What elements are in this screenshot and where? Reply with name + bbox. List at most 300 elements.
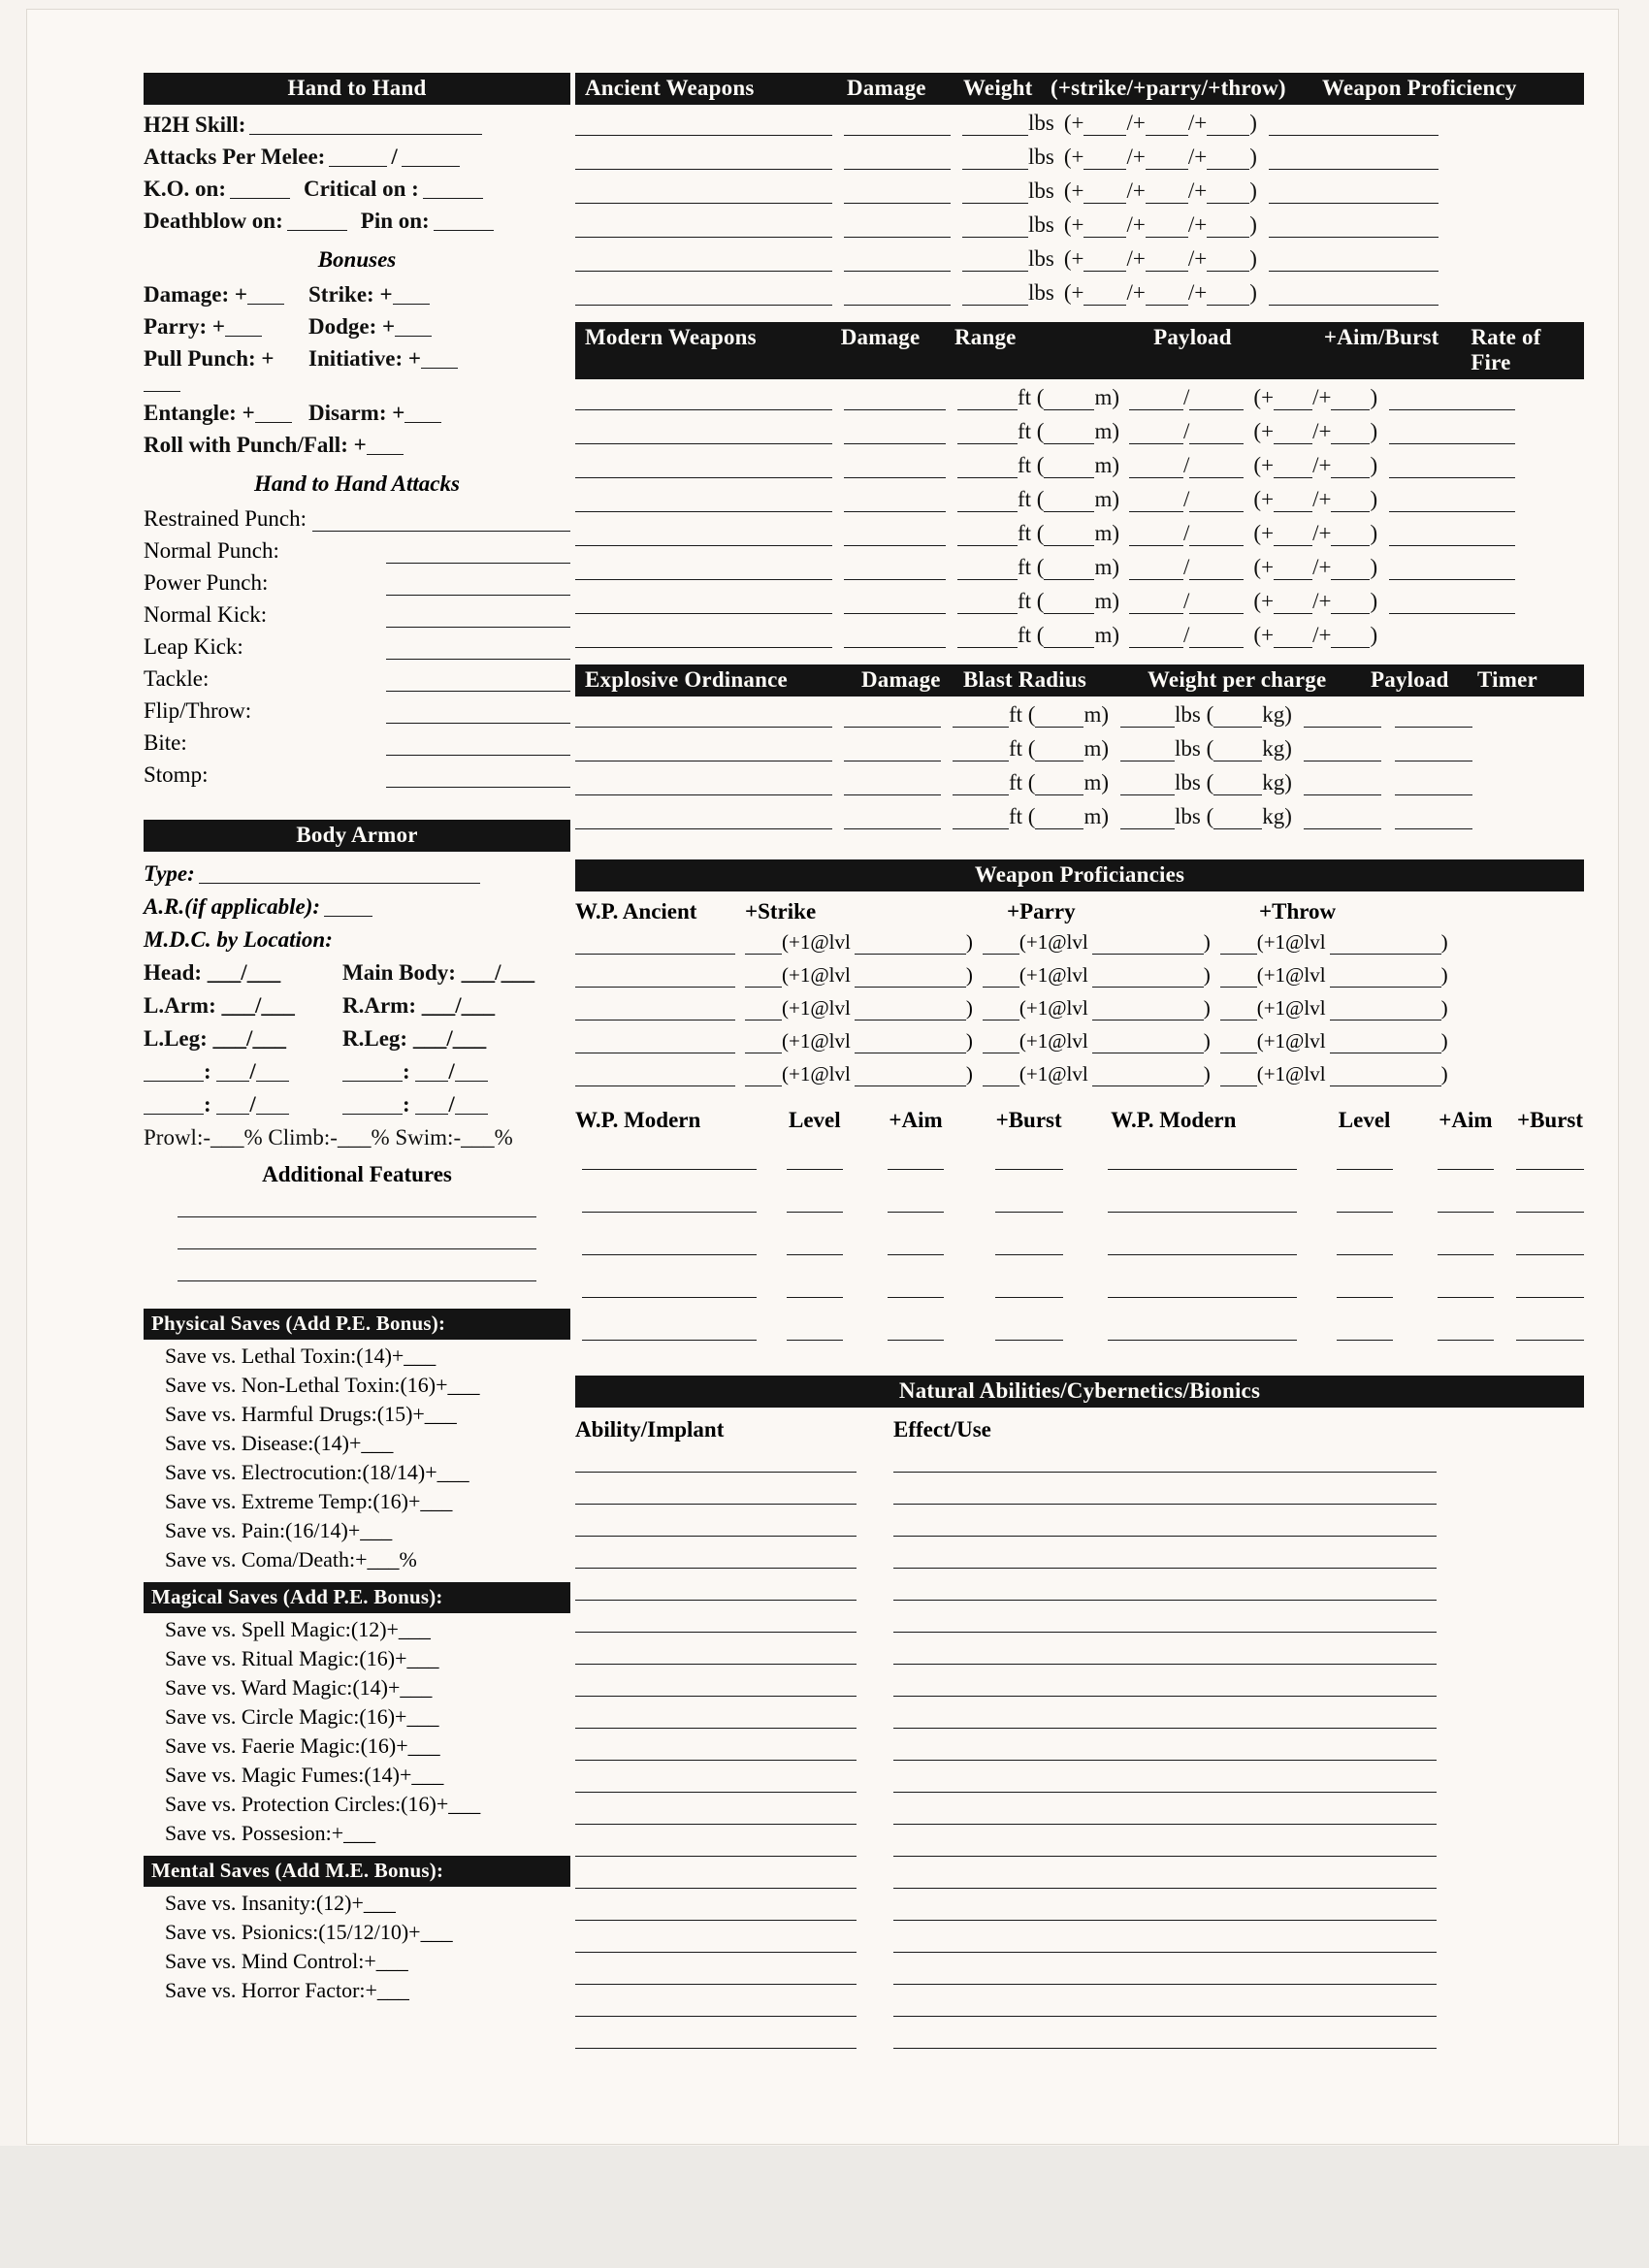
unit-ft: ft (	[1018, 385, 1045, 409]
col-aim-burst: +Aim/Burst	[1323, 325, 1439, 349]
bonus-label: Pull Punch: +	[144, 346, 275, 371]
save-item[interactable]: Save vs. Faerie Magic:(16)+___	[165, 1733, 440, 1758]
unit-kg: kg)	[1262, 804, 1292, 828]
ability-blank[interactable]	[575, 1452, 857, 1473]
col-damage: Damage	[861, 667, 941, 692]
col-wp-modern-2: W.P. Modern	[1111, 1108, 1237, 1132]
explosive-row[interactable]	[575, 770, 1584, 795]
bonus-row	[144, 346, 570, 394]
lvl-text: (+1@lvl	[782, 930, 851, 954]
unit-ft: ft (	[1018, 453, 1045, 477]
effect-blank[interactable]	[893, 2028, 1437, 2049]
explosive-row[interactable]	[575, 804, 1584, 829]
ability-blank[interactable]	[575, 1836, 857, 1857]
unit-ft: ft (	[1018, 419, 1045, 443]
field-blank[interactable]	[402, 146, 460, 167]
save-item[interactable]: Save vs. Electrocution:(18/14)+___	[165, 1460, 469, 1484]
bonus-label: Strike: +	[308, 282, 393, 307]
bonus-blank[interactable]	[395, 316, 432, 337]
attack-row[interactable]	[144, 538, 570, 564]
wp-modern-row[interactable]	[575, 1306, 1584, 1348]
attack-label: Power Punch:	[144, 570, 269, 595]
unit-lbs: lbs	[1028, 212, 1054, 237]
bonus-entangle[interactable]	[144, 401, 308, 426]
ability-blank[interactable]	[575, 1900, 857, 1921]
mdc-left-leg: L.Leg: ___/___	[144, 1026, 286, 1051]
wp-ancient-row[interactable]: (+1@lvl ) (+1@lvl ) (+1@lvl )	[575, 996, 1584, 1021]
effect-blank[interactable]	[893, 1836, 1437, 1857]
attack-row[interactable]	[144, 634, 570, 660]
save-item[interactable]: Save vs. Mind Control:+___	[165, 1949, 408, 1973]
ability-blank[interactable]	[575, 1580, 857, 1601]
natural-ability-row[interactable]	[575, 1772, 1584, 1793]
ability-blank[interactable]	[575, 1484, 857, 1505]
unit-m: m)	[1094, 453, 1120, 477]
unit-ft: ft (	[1018, 487, 1045, 511]
bonus-label: Dodge: +	[308, 314, 396, 339]
effect-blank[interactable]	[893, 1804, 1437, 1825]
attack-row[interactable]	[144, 698, 570, 724]
save-item[interactable]: Save vs. Ward Magic:(14)+___	[165, 1675, 433, 1700]
armor-penalties[interactable]: Prowl:-___% Climb:-___% Swim:-___%	[144, 1125, 513, 1150]
lvl-text: (+1@lvl	[1018, 1062, 1088, 1085]
ancient-weapon-row[interactable]: lbs (+ /+ /+ )	[575, 178, 1584, 204]
additional-feature-blank[interactable]	[178, 1259, 536, 1281]
mdc-blank-b[interactable]	[455, 1094, 488, 1115]
effect-blank[interactable]	[893, 1740, 1437, 1761]
bonus-blank[interactable]	[367, 435, 404, 455]
ancient-weapon-row[interactable]: lbs (+ /+ /+ )	[575, 145, 1584, 170]
explosive-row[interactable]	[575, 736, 1584, 761]
mdc-blank-name[interactable]	[144, 1061, 204, 1082]
mdc-blank-b[interactable]	[256, 1061, 289, 1082]
effect-blank[interactable]	[893, 1484, 1437, 1505]
field-label: M.D.C. by Location:	[144, 927, 333, 952]
bonus-blank[interactable]	[144, 372, 180, 392]
attack-blank[interactable]	[386, 767, 570, 788]
natural-ability-row[interactable]	[575, 1804, 1584, 1825]
attack-row[interactable]	[144, 762, 570, 788]
col-payload: Payload	[1371, 667, 1449, 692]
lvl-text: (+1@lvl	[1018, 996, 1088, 1020]
effect-blank[interactable]	[893, 1996, 1437, 2017]
field-label: Attacks Per Melee:	[144, 145, 326, 169]
mdc-blank-row[interactable]: : / : /	[144, 1092, 570, 1118]
mdc-blank-name[interactable]	[342, 1061, 403, 1082]
save-item[interactable]: Save vs. Ritual Magic:(16)+___	[165, 1646, 439, 1670]
natural-ability-row[interactable]	[575, 1548, 1584, 1569]
unit-lbs: lbs	[1028, 280, 1054, 305]
unit-lbs: lbs	[1028, 246, 1054, 271]
ability-blank[interactable]	[575, 1804, 857, 1825]
wp-ancient-row[interactable]: (+1@lvl ) (+1@lvl ) (+1@lvl )	[575, 930, 1584, 955]
bonus-parry[interactable]	[144, 314, 308, 340]
save-item[interactable]: Save vs. Non-Lethal Toxin:(16)+___	[165, 1373, 480, 1397]
col-effect-use: Effect/Use	[893, 1417, 991, 1442]
effect-blank[interactable]	[893, 1580, 1437, 1601]
unit-lbs: lbs	[1028, 178, 1054, 203]
modern-weapon-row[interactable]: ft ( m) / (+ /+ )	[575, 419, 1584, 444]
save-item[interactable]: Save vs. Insanity:(12)+___	[165, 1891, 396, 1915]
field-blank[interactable]	[329, 146, 387, 167]
header-title: Ancient Weapons	[585, 76, 755, 100]
section-header-physical-saves: Physical Saves (Add P.E. Bonus):	[144, 1309, 570, 1340]
wp-ancient-block	[575, 899, 1584, 1086]
field-h2h-skill[interactable]	[144, 113, 570, 138]
unit-lbs: lbs	[1028, 145, 1054, 169]
bonus-initiative[interactable]	[308, 346, 541, 394]
effect-blank[interactable]	[893, 1868, 1437, 1889]
field-blank[interactable]	[287, 211, 347, 231]
field-label: H2H Skill:	[144, 113, 246, 137]
bonus-label: Damage: +	[144, 282, 247, 307]
section-header-mental-saves: Mental Saves (Add M.E. Bonus):	[144, 1856, 570, 1887]
save-item[interactable]: Save vs. Pain:(16/14)+___	[165, 1518, 393, 1542]
save-item[interactable]: Save vs. Possesion:+___	[165, 1821, 376, 1845]
mdc-blank-b[interactable]	[256, 1094, 289, 1115]
field-deathblow-pin[interactable]	[144, 209, 570, 234]
mdc-blank-b[interactable]	[455, 1061, 488, 1082]
effect-blank[interactable]	[893, 1772, 1437, 1793]
unit-ft: ft (	[1018, 555, 1045, 579]
wp-modern-row[interactable]	[575, 1135, 1584, 1178]
bonus-label: Roll with Punch/Fall: +	[144, 433, 367, 457]
col-strike-parry-throw: (+strike/+parry/+throw)	[1051, 76, 1286, 100]
mdc-row[interactable]	[144, 960, 570, 986]
mdc-blank-a[interactable]	[216, 1094, 249, 1115]
attack-blank[interactable]	[312, 511, 570, 532]
field-ko-critical[interactable]	[144, 177, 570, 202]
unit-ft: ft (	[1009, 702, 1036, 727]
bonus-disarm[interactable]	[308, 401, 541, 426]
wp-modern-row[interactable]	[575, 1178, 1584, 1220]
attack-label: Normal Kick:	[144, 602, 268, 627]
bonus-strike[interactable]	[308, 282, 541, 308]
save-item[interactable]: Save vs. Protection Circles:(16)+___	[165, 1792, 481, 1816]
additional-feature-blank[interactable]	[178, 1195, 536, 1217]
left-column	[144, 73, 570, 2007]
mdc-blank-a[interactable]	[216, 1061, 249, 1082]
natural-ability-row[interactable]	[575, 1868, 1584, 1889]
field-label: K.O. on:	[144, 177, 226, 201]
save-item[interactable]: Save vs. Magic Fumes:(14)+___	[165, 1763, 444, 1787]
field-label: A.R.(if applicable):	[144, 894, 321, 919]
col-level-2: Level	[1338, 1108, 1391, 1132]
natural-ability-row[interactable]	[575, 1516, 1584, 1537]
ancient-weapon-row[interactable]: lbs (+ /+ /+ )	[575, 111, 1584, 136]
natural-ability-row[interactable]	[575, 1676, 1584, 1697]
wp-ancient-row[interactable]: (+1@lvl ) (+1@lvl ) (+1@lvl )	[575, 963, 1584, 988]
mdc-right-leg: R.Leg: ___/___	[342, 1026, 487, 1051]
save-item[interactable]: Save vs. Coma/Death:+___%	[165, 1547, 417, 1571]
save-item[interactable]: Save vs. Disease:(14)+___	[165, 1431, 394, 1455]
natural-ability-row[interactable]	[575, 2028, 1584, 2049]
save-item[interactable]: Save vs. Circle Magic:(16)+___	[165, 1704, 439, 1729]
field-blank[interactable]	[230, 178, 290, 199]
attack-row[interactable]	[144, 666, 570, 692]
bonus-dodge[interactable]	[308, 314, 541, 340]
field-blank[interactable]	[324, 896, 372, 917]
header-title: Modern Weapons	[585, 325, 757, 349]
ancient-weapons-rows	[575, 111, 1584, 306]
attack-blank[interactable]	[386, 671, 570, 692]
ability-blank[interactable]	[575, 1516, 857, 1537]
mdc-blank-row[interactable]: : / : /	[144, 1059, 570, 1085]
col-rate-of-fire: Rate of Fire	[1471, 325, 1541, 374]
col-burst-1: +Burst	[995, 1108, 1062, 1132]
natural-ability-row[interactable]	[575, 1932, 1584, 1953]
attack-blank[interactable]	[386, 543, 570, 564]
attack-row[interactable]	[144, 506, 570, 532]
unit-m: m)	[1094, 419, 1120, 443]
wp-modern-row[interactable]	[575, 1263, 1584, 1306]
wp-modern-block	[575, 1108, 1584, 1348]
attack-label: Restrained Punch:	[144, 506, 307, 531]
attack-blank[interactable]	[386, 703, 570, 724]
col-level-1: Level	[789, 1108, 841, 1132]
attack-blank[interactable]	[386, 607, 570, 628]
attack-row[interactable]	[144, 570, 570, 596]
bonus-label: Entangle: +	[144, 401, 255, 425]
natural-ability-row[interactable]	[575, 1740, 1584, 1761]
ability-blank[interactable]	[575, 1644, 857, 1665]
effect-blank[interactable]	[893, 1932, 1437, 1953]
effect-blank[interactable]	[893, 1964, 1437, 1985]
bonus-label: Disarm: +	[308, 401, 405, 425]
mdc-row[interactable]	[144, 993, 570, 1019]
attack-label: Tackle:	[144, 666, 210, 691]
lvl-text: (+1@lvl	[1018, 1029, 1088, 1053]
unit-lbs: lbs (	[1175, 804, 1214, 828]
modern-weapon-row[interactable]: ft ( m) / (+ /+ )	[575, 521, 1584, 546]
unit-m: m)	[1094, 555, 1120, 579]
unit-ft: ft (	[1009, 770, 1036, 794]
mdc-blank-a[interactable]	[415, 1061, 448, 1082]
modern-weapon-row[interactable]: ft ( m) / (+ /+ )	[575, 589, 1584, 614]
unit-m: m)	[1094, 385, 1120, 409]
attack-blank[interactable]	[386, 575, 570, 596]
ability-blank[interactable]	[575, 1996, 857, 2017]
unit-kg: kg)	[1262, 702, 1292, 727]
col-parry: +Parry	[1007, 899, 1076, 923]
effect-blank[interactable]	[893, 1548, 1437, 1569]
effect-blank[interactable]	[893, 1516, 1437, 1537]
unit-m: m)	[1094, 589, 1120, 613]
modern-weapons-rows	[575, 385, 1584, 648]
additional-feature-blank[interactable]	[178, 1227, 536, 1249]
h2h-attacks-list	[144, 506, 570, 788]
field-blank[interactable]	[434, 211, 494, 231]
natural-ability-row[interactable]	[575, 1452, 1584, 1473]
section-header-body-armor: Body Armor	[144, 820, 570, 852]
modern-weapon-row[interactable]: ft ( m) / (+ /+ )	[575, 453, 1584, 478]
lvl-text: (+1@lvl	[1018, 963, 1088, 987]
modern-weapon-row[interactable]: ft ( m) / (+ /+ )	[575, 385, 1584, 410]
magical-saves-section	[144, 1582, 570, 1846]
lvl-text: (+1@lvl	[782, 963, 851, 987]
mdc-left-arm: L.Arm: ___/___	[144, 993, 295, 1018]
lvl-text: (+1@lvl	[782, 996, 851, 1020]
unit-m: m)	[1083, 770, 1110, 794]
wp-ancient-rows	[575, 930, 1584, 1086]
attack-label: Bite:	[144, 730, 187, 755]
bonus-blank[interactable]	[404, 403, 441, 423]
bonus-roll-with-punch[interactable]	[144, 433, 404, 458]
save-item[interactable]: Save vs. Psionics:(15/12/10)+___	[165, 1920, 453, 1944]
wp-ancient-header	[575, 899, 1584, 924]
physical-saves-section	[144, 1309, 570, 1572]
attack-row[interactable]	[144, 602, 570, 628]
bonus-row	[144, 314, 570, 340]
natural-ability-row[interactable]	[575, 1964, 1584, 1985]
col-damage: Damage	[840, 325, 921, 349]
natural-abilities-block	[575, 1417, 1584, 2049]
unit-m: m)	[1094, 623, 1120, 647]
field-armor-ar[interactable]	[144, 894, 570, 920]
bonuses-grid	[144, 282, 570, 458]
lvl-text: (+1@lvl	[1256, 1029, 1326, 1053]
ability-blank[interactable]	[575, 1740, 857, 1761]
attack-label: Leap Kick:	[144, 634, 243, 659]
unit-m: m)	[1094, 487, 1120, 511]
field-blank[interactable]	[423, 178, 483, 199]
unit-lbs: lbs	[1028, 111, 1054, 135]
modern-weapon-row[interactable]: ft ( m) / (+ /+ )	[575, 487, 1584, 512]
natural-ability-row[interactable]	[575, 1484, 1584, 1505]
mdc-row[interactable]	[144, 1026, 570, 1052]
ancient-weapon-row[interactable]: lbs (+ /+ /+ )	[575, 246, 1584, 272]
body-armor-fields	[144, 861, 570, 1281]
lvl-text: (+1@lvl	[1256, 996, 1326, 1020]
attack-blank[interactable]	[386, 639, 570, 660]
col-weight-per-charge: Weight per charge	[1148, 667, 1327, 692]
natural-ability-row[interactable]	[575, 1996, 1584, 2017]
attack-label: Stomp:	[144, 762, 209, 787]
field-armor-type[interactable]	[144, 861, 570, 887]
attack-label: Flip/Throw:	[144, 698, 252, 723]
bonus-blank[interactable]	[247, 284, 284, 305]
wp-modern-row[interactable]	[575, 1220, 1584, 1263]
save-item[interactable]: Save vs. Spell Magic:(12)+___	[165, 1617, 431, 1641]
unit-ft: ft (	[1018, 623, 1045, 647]
bonus-blank[interactable]	[255, 403, 292, 423]
unit-ft: ft (	[1009, 804, 1036, 828]
field-blank[interactable]	[199, 863, 480, 884]
save-item[interactable]: Save vs. Horror Factor:+___	[165, 1978, 409, 2002]
ability-blank[interactable]	[575, 1964, 857, 1985]
field-label-2: Critical on :	[303, 177, 419, 201]
unit-m: m)	[1083, 736, 1110, 761]
ability-blank[interactable]	[575, 1708, 857, 1729]
subheader-bonuses: Bonuses	[317, 247, 397, 272]
character-sheet	[27, 10, 1618, 2144]
attack-blank[interactable]	[386, 735, 570, 756]
explosive-row[interactable]	[575, 702, 1584, 728]
effect-blank[interactable]	[893, 1644, 1437, 1665]
unit-m: m)	[1083, 804, 1110, 828]
natural-ability-row[interactable]	[575, 1580, 1584, 1601]
subheader-h2h-attacks: Hand to Hand Attacks	[254, 471, 460, 496]
ability-blank[interactable]	[575, 2028, 857, 2049]
bonus-row	[144, 401, 570, 426]
field-mdc-by-location	[144, 927, 570, 953]
lvl-text: (+1@lvl	[1018, 930, 1088, 954]
ancient-weapon-row[interactable]: lbs (+ /+ /+ )	[575, 280, 1584, 306]
col-wp-ancient: W.P. Ancient	[575, 899, 697, 923]
natural-ability-row[interactable]	[575, 1708, 1584, 1729]
attack-label: Normal Punch:	[144, 538, 279, 563]
save-item[interactable]: Save vs. Harmful Drugs:(15)+___	[165, 1402, 457, 1426]
bonus-blank[interactable]	[393, 284, 430, 305]
bonus-label: Initiative: +	[308, 346, 421, 371]
section-header-hand-to-hand: Hand to Hand	[144, 73, 570, 105]
hand-to-hand-fields	[144, 113, 570, 234]
section-header-magical-saves: Magical Saves (Add P.E. Bonus):	[144, 1582, 570, 1613]
lvl-text: (+1@lvl	[782, 1062, 851, 1085]
ability-blank[interactable]	[575, 1676, 857, 1697]
save-item[interactable]: Save vs. Extreme Temp:(16)+___	[165, 1489, 453, 1513]
wp-ancient-row[interactable]: (+1@lvl ) (+1@lvl ) (+1@lvl )	[575, 1029, 1584, 1053]
ability-blank[interactable]	[575, 1868, 857, 1889]
col-strike: +Strike	[745, 899, 817, 923]
effect-blank[interactable]	[893, 1676, 1437, 1697]
unit-kg: kg)	[1262, 736, 1292, 761]
mdc-head: Head: ___/___	[144, 960, 281, 985]
natural-ability-row[interactable]	[575, 1836, 1584, 1857]
modern-weapon-row[interactable]: ft ( m) / (+ /+ )	[575, 623, 1584, 648]
bonus-blank[interactable]	[421, 348, 458, 369]
attack-row[interactable]	[144, 730, 570, 756]
lvl-text: (+1@lvl	[1256, 1062, 1326, 1085]
bonus-blank[interactable]	[225, 316, 262, 337]
mental-saves-section	[144, 1856, 570, 2003]
natural-ability-row[interactable]	[575, 1612, 1584, 1633]
field-attacks-per-melee[interactable]	[144, 145, 570, 170]
col-burst-2: +Burst	[1516, 1108, 1584, 1132]
right-column	[575, 73, 1584, 2060]
ability-blank[interactable]	[575, 1772, 857, 1793]
mdc-blank-name[interactable]	[144, 1094, 204, 1115]
col-ability-implant: Ability/Implant	[575, 1417, 725, 1442]
wp-ancient-row[interactable]: (+1@lvl ) (+1@lvl ) (+1@lvl )	[575, 1062, 1584, 1086]
ability-blank[interactable]	[575, 1612, 857, 1633]
col-timer: Timer	[1477, 667, 1537, 692]
bonus-pull-punch[interactable]	[144, 346, 308, 394]
scan-edge-shadow	[0, 2146, 1649, 2268]
natural-ability-row[interactable]	[575, 1900, 1584, 1921]
ancient-weapon-row[interactable]: lbs (+ /+ /+ )	[575, 212, 1584, 238]
mdc-blank-a[interactable]	[415, 1094, 448, 1115]
lvl-text: (+1@lvl	[782, 1029, 851, 1053]
field-blank[interactable]	[249, 114, 482, 135]
field-label: Type:	[144, 861, 195, 886]
save-item[interactable]: Save vs. Lethal Toxin:(14)+___	[165, 1344, 436, 1368]
ability-blank[interactable]	[575, 1932, 857, 1953]
unit-lbs: lbs (	[1175, 702, 1214, 727]
subheader-additional-features: Additional Features	[262, 1162, 452, 1186]
effect-blank[interactable]	[893, 1452, 1437, 1473]
natural-ability-row[interactable]	[575, 1644, 1584, 1665]
unit-m: m)	[1083, 702, 1110, 727]
modern-weapon-row[interactable]: ft ( m) / (+ /+ )	[575, 555, 1584, 580]
ability-blank[interactable]	[575, 1548, 857, 1569]
bonus-damage[interactable]	[144, 282, 308, 308]
effect-blank[interactable]	[893, 1708, 1437, 1729]
unit-ft: ft (	[1018, 589, 1045, 613]
mdc-blank-name[interactable]	[342, 1094, 403, 1115]
effect-blank[interactable]	[893, 1612, 1437, 1633]
effect-blank[interactable]	[893, 1900, 1437, 1921]
